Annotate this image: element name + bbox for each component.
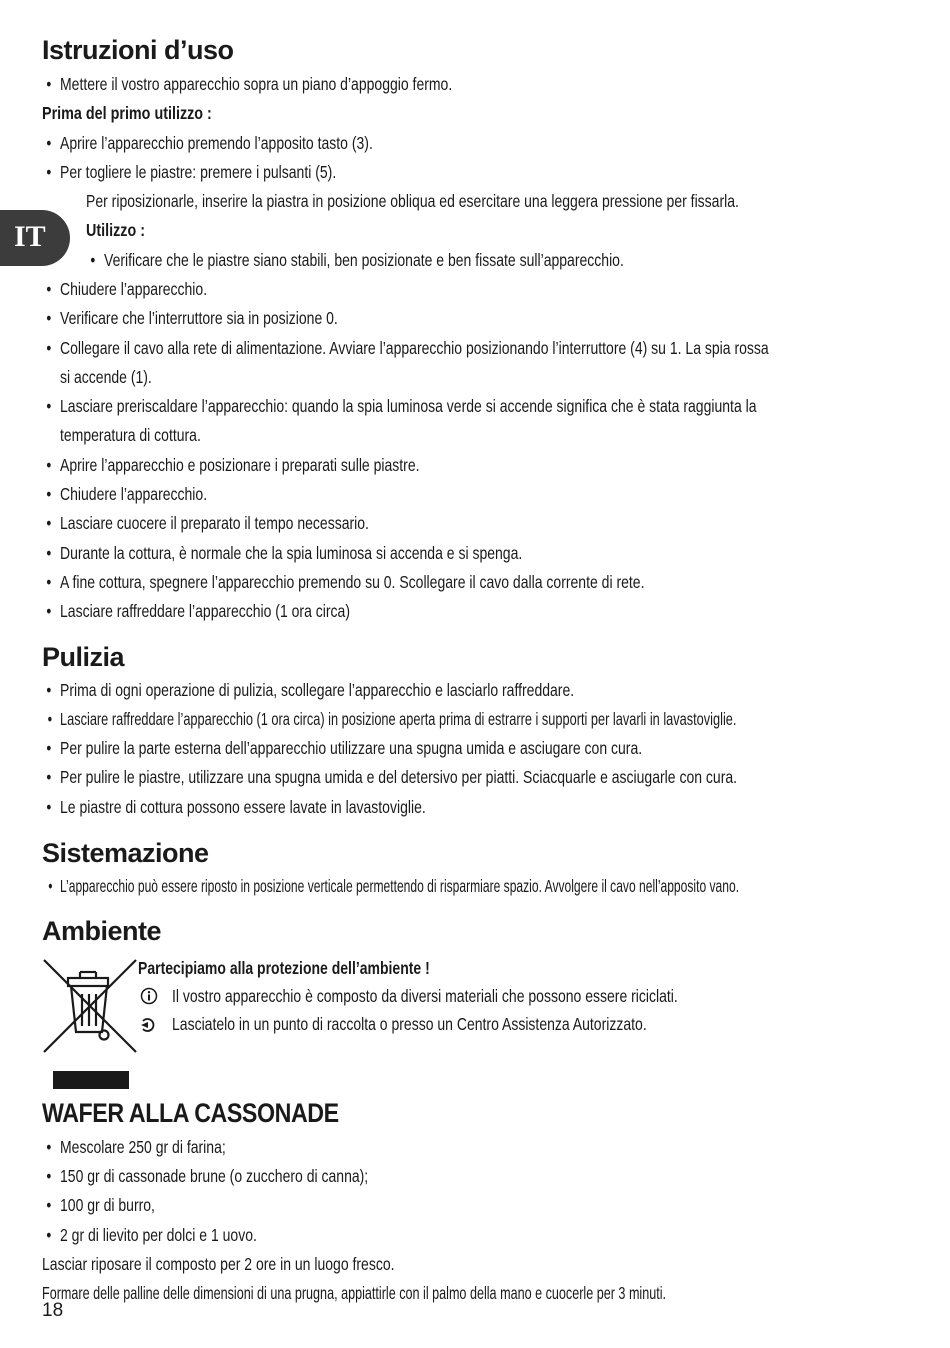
intro-item: • Mettere il vostro apparecchio sopra un piano d’appoggio fermo. [60,70,452,99]
list-item: • Chiudere l’apparecchio. [60,480,207,509]
ambiente-heading: Partecipiamo alla protezione dell’ambiente ! [138,958,430,978]
list-item: • Per pulire la parte esterna dell’apparecchio utilizzare una spugna umida e asciugare con cura. [60,734,642,763]
replace-note: Per riposizionarle, inserire la piastra in posizione obliqua ed esercitare una leggera pressione per fissarla. [86,191,739,211]
ambiente-action: Lasciatelo in un punto di raccolta o presso un Centro Assistenza Autorizzato. [172,1014,647,1034]
list-item: • Verificare che l’interruttore sia in posizione 0. [60,304,338,333]
list-item: • Per togliere le piastre: premere i pulsanti (5). [60,158,336,187]
list-item: • Verificare che le piastre siano stabili, ben posizionate e ben fissate sull’apparecchio. [104,246,624,275]
section-title-wafer: WAFER ALLA CASSONADE [42,1098,339,1128]
list-item: • L’apparecchio può essere riposto in posizione verticale permettendo di risparmiare spazio. Avvolgere il cavo nell’apposito vano. [60,872,739,901]
recipe-form: Formare delle palline delle dimensioni di una prugna, appiattirle con il palmo della mano e cuocerle per 3 minuti. [42,1283,667,1303]
weee-crossed-bin-icon [42,958,138,1054]
list-item: • Lasciare raffreddare l’apparecchio (1 ora circa) in posizione aperta prima di estrarre i supporti per lavarli in lavastoviglie. [60,705,736,734]
list-item: • Prima di ogni operazione di pulizia, scollegare l’apparecchio e lasciarlo raffreddare. [60,676,574,705]
list-item: • Le piastre di cottura possono essere lavate in lavastoviglie. [60,793,426,822]
recipe-rest: Lasciar riposare il composto per 2 ore in un luogo fresco. [42,1254,395,1274]
list-item-continuation: si accende (1). [60,367,152,387]
use-heading: Utilizzo : [86,220,145,240]
list-item-continuation: temperatura di cottura. [60,425,201,445]
recipe-item: • Mescolare 250 gr di farina; [60,1133,226,1162]
section-title-istruzioni: Istruzioni d’uso [42,35,234,65]
language-tab [0,210,70,266]
list-item: • Lasciare cuocere il preparato il tempo necessario. [60,509,369,538]
section-title-sistemazione: Sistemazione [42,838,209,868]
recipe-item: • 150 gr di cassonade brune (o zucchero di canna); [60,1162,368,1191]
list-item: • Per pulire le piastre, utilizzare una spugna umida e del detersivo per piatti. Sciacquarle e asciugarle con cura. [60,763,737,792]
first-use-heading: Prima del primo utilizzo : [42,103,212,123]
page-number: 18 [42,1300,64,1321]
recipe-item: • 100 gr di burro, [60,1191,155,1220]
ambiente-info: Il vostro apparecchio è composto da diversi materiali che possono essere riciclati. [172,986,678,1006]
list-item: • Collegare il cavo alla rete di alimentazione. Avviare l’apparecchio posizionando l’interruttore (4) su 1. La spia rossa [60,334,769,363]
list-item: • Aprire l’apparecchio premendo l’apposito tasto (3). [60,129,373,158]
section-title-ambiente: Ambiente [42,916,162,946]
black-bar-marker [53,1071,129,1089]
list-item: • Durante la cottura, è normale che la spia luminosa si accenda e si spenga. [60,539,522,568]
info-icon [140,987,158,1005]
section-title-pulizia: Pulizia [42,642,125,672]
language-tab-label: IT [14,220,46,253]
recycle-arrow-icon [140,1016,158,1034]
list-item: • Lasciare raffreddare l’apparecchio (1 ora circa) [60,597,350,626]
list-item: • Aprire l’apparecchio e posizionare i preparati sulle piastre. [60,451,420,480]
recipe-item: • 2 gr di lievito per dolci e 1 uovo. [60,1221,257,1250]
list-item: • Chiudere l’apparecchio. [60,275,207,304]
list-item: • Lasciare preriscaldare l’apparecchio: quando la spia luminosa verde si accende significa che è stata raggiunta la [60,392,757,421]
list-item: • A fine cottura, spegnere l’apparecchio premendo su 0. Scollegare il cavo dalla corrente di rete. [60,568,644,597]
